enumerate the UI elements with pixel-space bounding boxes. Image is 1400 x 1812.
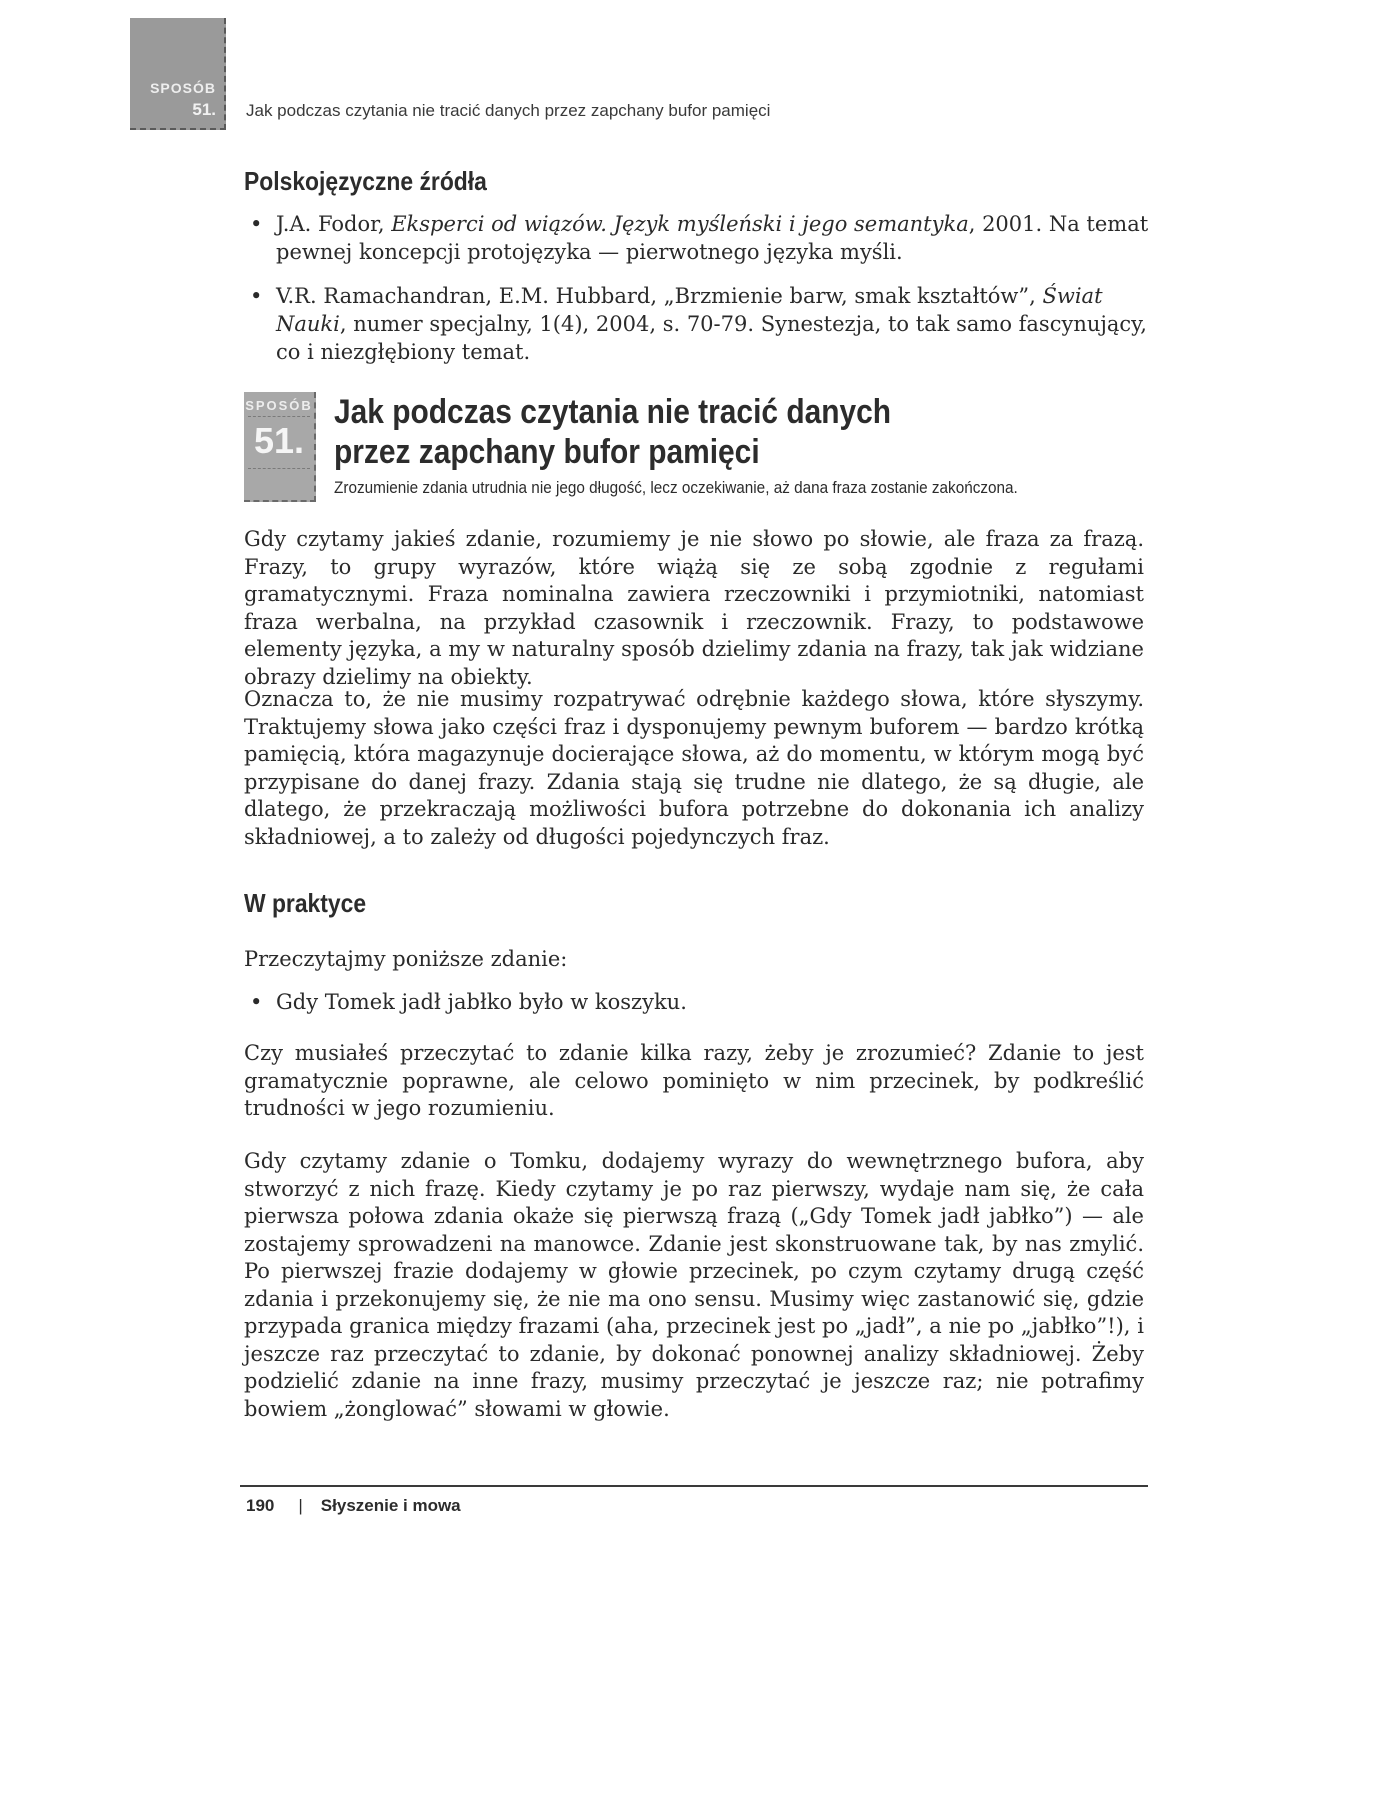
paragraph: Gdy czytamy zdanie o Tomku, dodajemy wyrazy do wewnętrznego bufora, aby stworzyć z nich frazę. Kiedy czytamy je po raz pierwszy, wydaje nam się, że cała pierwsza połowa zdania okaże się pierwszą frazą („Gdy Tomek jadł jabłko”) — ale zostajemy sprowadzeni na manowce. Zdanie jest skonstruowane tak, by nas zmylić. Po pierwszej frazie dodajemy w głowie przecinek, po czym czytamy drugą część zdania i przekonujemy się, że nie ma ono sensu. Musimy więc zastanowić się, gdzie przypada granica między frazami (aha, przecinek jest po „jadł”, a nie po „jabłko”!), i jeszcze raz przeczytać to zdanie, by dokonać ponownej analizy składniowej. Żeby podzielić zdanie na inne frazy, musimy przeczytać je jeszcze raz; nie potrafimy bowiem „żonglować” słowami w głowie. [244,1149,1144,1421]
example-list [244,988,1164,1016]
running-title: Jak podczas czytania nie tracić danych przez zapchany bufor pamięci [246,101,771,120]
header-tab [130,18,226,130]
header-tab-number: 51. [192,100,216,119]
divider [248,416,310,417]
hack-word: SPOSÓB [245,398,313,413]
hack-number-box [244,392,316,502]
list-item: • J.A. Fodor, Eksperci od wiązów. Język myśleński i jego semantyka, 2001. Na temat pewnej koncepcji protojęzyka — pierwotnego języka myśli. [244,210,1164,266]
chapter-title: Słyszenie i mowa [320,1496,461,1515]
hack-subtitle: Zrozumienie zdania utrudnia nie jego długość, lecz oczekiwanie, aż dana fraza zostanie zakończona. [334,478,1018,497]
footer [246,1496,461,1516]
paragraph: Gdy czytamy jakieś zdanie, rozumiemy je nie słowo po słowie, ale fraza za frazą. Frazy, to grupy wyrazów, które wiążą się ze sobą zgodnie z regułami gramatycznymi. Fraza nominalna zawiera rzeczowniki i przymiotniki, natomiast fraza werbalna, na przykład czasownik i rzeczownik. Frazy, to podstawowe elementy języka, a my w naturalny sposób dzielimy zdania na frazy, tak jak widziane obrazy dzielimy na obiekty. [244,527,1144,689]
footer-separator: | [298,1496,303,1515]
footer-rule [240,1485,1148,1487]
header-tab-word: SPOSÓB [150,80,216,96]
hack-title: Jak podczas czytania nie tracić danych przez zapchany bufor pamięci [334,393,892,471]
practice-heading: W praktyce [244,888,367,918]
divider [248,468,310,469]
list-item: • V.R. Ramachandran, E.M. Hubbard, „Brzmienie barw, smak kształtów”, Świat Nauki, numer specjalny, 1(4), 2004, s. 70-79. Synestezja, to tak samo fascynujący, co i niezgłębiony temat. [244,282,1164,366]
hack-number: 51. [253,420,305,461]
list-item: • Gdy Tomek jadł jabłko było w koszyku. [244,988,1164,1016]
paragraph: Oznacza to, że nie musimy rozpatrywać odrębnie każdego słowa, które słyszymy. Traktujemy słowa jako części fraz i dysponujemy pewnym buforem — bardzo krótką pamięcią, która magazynuje docierające słowa, aż do momentu, w którym mogą być przypisane do danej frazy. Zdania stają się trudne nie dlatego, że są długie, ale dlatego, że przekraczają możliwości bufora potrzebne do dokonania ich analizy składniowej, a to zależy od długości pojedynczych fraz. [244,687,1144,849]
book-title: Eksperci od wiązów. Język myśleński i jego semantyka [391,212,969,236]
page-number: 190 [246,1496,275,1515]
journal-title: Świat Nauki [276,284,1103,336]
paragraph: Przeczytajmy poniższe zdanie: [244,947,568,971]
paragraph: Czy musiałeś przeczytać to zdanie kilka razy, żeby je zrozumieć? Zdanie to jest gramatycznie poprawne, ale celowo pominięto w nim przecinek, by podkreślić trudności w jego rozumieniu. [244,1041,1144,1120]
sources-heading: Polskojęzyczne źródła [244,166,487,196]
sources-list [244,210,1164,366]
